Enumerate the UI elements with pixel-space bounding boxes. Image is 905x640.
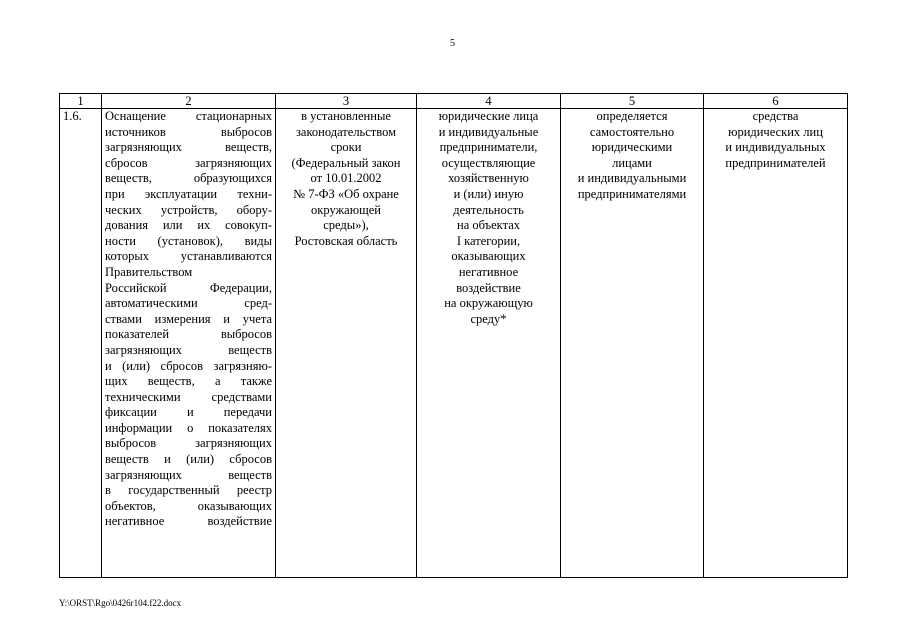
amount-line: юридическими [591, 140, 673, 155]
deadline-line: законодательством [295, 124, 397, 139]
description-line: объектов, оказывающих [105, 498, 272, 513]
responsible-line: осуществляющие [441, 155, 536, 170]
description-line: щих веществ, а также [105, 374, 272, 389]
description-line: сбросов загрязняющих [105, 155, 272, 170]
description-line: веществ и (или) сбросов [105, 452, 272, 467]
responsible-cell [417, 109, 561, 578]
funding-line: предпринимателей [725, 155, 826, 170]
description-line: выбросов загрязняющих [105, 436, 272, 451]
row-number: 1.6. [60, 109, 102, 578]
deadline-line: (Федеральный закон [291, 155, 401, 170]
description-line: загрязняющих веществ, [105, 140, 272, 155]
deadline-line: сроки [330, 140, 362, 155]
description-line: загрязняющих веществ [105, 342, 272, 357]
responsible-line: юридические лица [438, 109, 539, 123]
description-line: веществ, образующихся [105, 171, 272, 186]
deadline-line: среды»), [323, 218, 369, 233]
description-line: негативное воздействие [105, 514, 272, 529]
description-line: Оснащение стационарных [105, 109, 272, 123]
header-col-3: 3 [276, 94, 417, 109]
funding-line: и индивидуальных [725, 140, 826, 155]
measures-table [59, 93, 848, 578]
header-col-4: 4 [417, 94, 561, 109]
amount-line: предпринимателями [577, 186, 687, 201]
deadline-cell [276, 109, 417, 578]
responsible-line: хозяйственную [448, 171, 529, 186]
amount-cell [561, 109, 704, 578]
description-line: загрязняющих веществ [105, 467, 272, 482]
description-line: дования или их совокуп- [105, 218, 272, 233]
header-col-1: 1 [60, 94, 102, 109]
description-line: и (или) сбросов загрязняю- [105, 358, 272, 373]
description-line: Правительством [105, 264, 193, 279]
funding-source-cell [704, 109, 848, 578]
responsible-line: и индивидуальные [438, 124, 539, 139]
responsible-line: предприниматели, [439, 140, 538, 155]
responsible-line: негативное [458, 264, 519, 279]
deadline-line: № 7-ФЗ «Об охране [293, 186, 399, 201]
page-number: 5 [450, 38, 455, 49]
table-header-row [60, 94, 848, 109]
description-line: ствами измерения и учета [105, 311, 272, 326]
responsible-line: на объектах [457, 218, 520, 233]
description-line: Российской Федерации, [105, 280, 272, 295]
funding-line: юридических лиц [728, 124, 823, 139]
deadline-line: от 10.01.2002 [310, 171, 382, 186]
file-path-footer: Y:\ORST\Rgo\0426r104.f22.docx [59, 598, 182, 608]
deadline-line: Ростовская область [294, 233, 398, 248]
deadline-line: окружающей [311, 202, 381, 217]
description-line: ности (установок), виды [105, 233, 272, 248]
responsible-line: на окружающую [444, 296, 533, 311]
responsible-line: воздействие [456, 280, 521, 295]
measure-description-cell [102, 109, 276, 578]
amount-line: лицами [612, 155, 652, 170]
responsible-line: оказывающих [451, 249, 526, 264]
funding-line: средства [752, 109, 799, 123]
amount-line: самостоятельно [589, 124, 675, 139]
description-line: при эксплуатации техни- [105, 186, 272, 201]
amount-line: и индивидуальными [577, 171, 687, 186]
responsible-line: деятельность [453, 202, 524, 217]
header-col-2: 2 [102, 94, 276, 109]
table-row [60, 109, 848, 578]
responsible-line: и (или) иную [453, 186, 524, 201]
description-line: ческих устройств, обору- [105, 202, 272, 217]
description-line: техническими средствами [105, 389, 272, 404]
description-line: информации о показателях [105, 420, 272, 435]
header-col-6: 6 [704, 94, 848, 109]
header-col-5: 5 [561, 94, 704, 109]
description-line: которых устанавливаются [105, 249, 272, 264]
description-line: в государственный реестр [105, 483, 272, 498]
description-line: источников выбросов [105, 124, 272, 139]
deadline-line: в установленные [301, 109, 391, 123]
description-line: показателей выбросов [105, 327, 272, 342]
description-line: фиксации и передачи [105, 405, 272, 420]
description-line: автоматическими сред- [105, 296, 272, 311]
amount-line: определяется [596, 109, 668, 123]
responsible-line: среду* [470, 311, 507, 326]
responsible-line: I категории, [456, 233, 521, 248]
